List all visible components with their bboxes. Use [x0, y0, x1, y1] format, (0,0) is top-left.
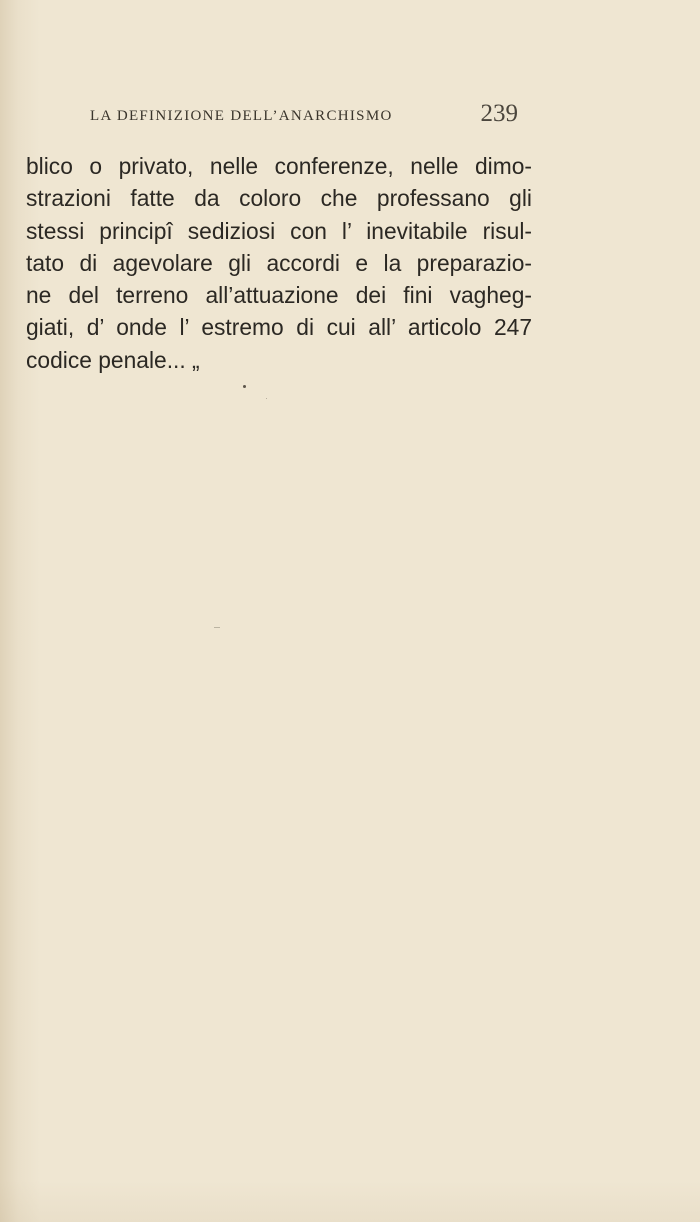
text-line: stessi principî sediziosi con l’ inevitabile risul-: [26, 217, 532, 244]
page-number: 239: [480, 100, 518, 127]
ink-speck: [243, 385, 246, 388]
ink-speck: [214, 627, 220, 628]
running-title: LA DEFINIZIONE DELL’ANARCHISMO: [90, 108, 393, 124]
text-line: tato di agevolare gli accordi e la preparazio-: [26, 249, 532, 276]
running-header: [90, 100, 518, 136]
ink-speck: [266, 398, 267, 399]
text-line: giati, d’ onde l’ estremo di cui all’ articolo 247: [26, 314, 532, 341]
text-line: ne del terreno all’attuazione dei fini vagheg-: [26, 282, 532, 309]
text-line: blico o privato, nelle conferenze, nelle dimo-: [26, 153, 532, 179]
text-line: codice penale... „: [26, 346, 200, 373]
body-text: [26, 150, 532, 376]
text-line: strazioni fatte da coloro che professano gli: [26, 185, 532, 212]
